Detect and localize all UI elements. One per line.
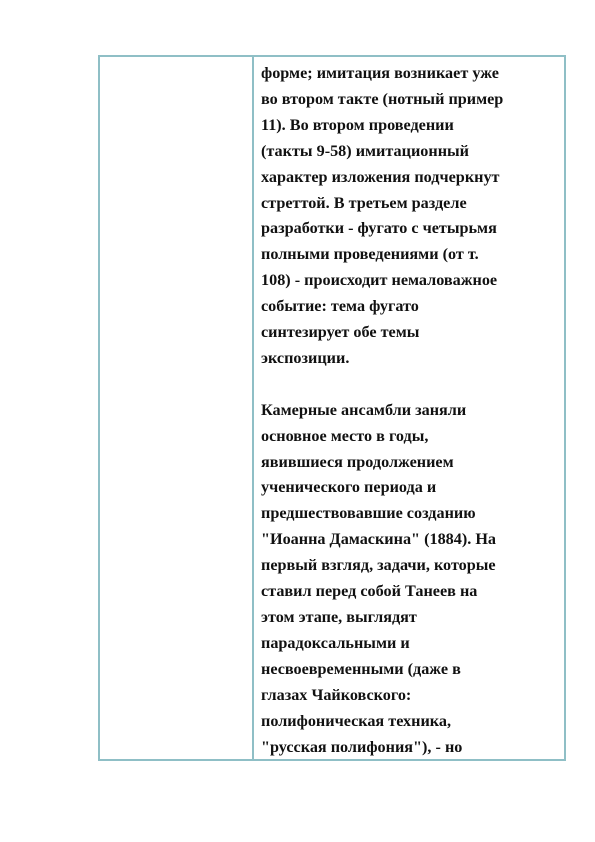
text-line: ученического периода и bbox=[261, 478, 437, 497]
table-cell-right bbox=[254, 57, 564, 759]
text-line: разработки - фугато с четырьмя bbox=[261, 219, 497, 238]
text-line: синтезирует обе темы bbox=[261, 323, 420, 342]
text-line: во втором такте (нотный пример bbox=[261, 89, 504, 108]
text-line: "Иоанна Дамаскина" (1884). На bbox=[261, 530, 497, 549]
text-line: этом этапе, выглядят bbox=[261, 608, 417, 627]
text-line: характер изложения подчеркнут bbox=[261, 167, 500, 186]
text-line: основное место в годы, bbox=[261, 426, 429, 445]
text-line: "русская полифония"), - но bbox=[261, 737, 463, 756]
text-line: первый взгляд, задачи, которые bbox=[261, 556, 496, 575]
paragraph-1 bbox=[261, 61, 556, 372]
text-line: 108) - происходит немаловажное bbox=[261, 271, 498, 290]
table-cell-left bbox=[100, 57, 254, 759]
text-line: парадоксальными и bbox=[261, 633, 410, 652]
text-line: глазах Чайковского: bbox=[261, 685, 412, 704]
text-line: (такты 9-58) имитационный bbox=[261, 141, 469, 160]
text-line: ставил перед собой Танеев на bbox=[261, 582, 478, 601]
text-line: явившиеся продолжением bbox=[261, 452, 454, 471]
paragraph-2 bbox=[261, 398, 556, 759]
text-line: экспозиции. bbox=[261, 348, 350, 367]
text-line: полными проведениями (от т. bbox=[261, 245, 479, 264]
text-line: Камерные ансамбли заняли bbox=[261, 400, 467, 419]
text-line: несвоевременными (даже в bbox=[261, 659, 461, 678]
document-table bbox=[98, 55, 566, 761]
text-line: форме; имитация возникает уже bbox=[261, 64, 499, 82]
text-line: стреттой. В третьем разделе bbox=[261, 193, 467, 212]
text-line: событие: тема фугато bbox=[261, 297, 419, 316]
text-line: 11). Во втором проведении bbox=[261, 115, 454, 134]
paragraph-spacer bbox=[261, 372, 556, 398]
text-line: предшествовавшие созданию bbox=[261, 504, 476, 523]
text-line: полифоническая техника, bbox=[261, 711, 452, 730]
